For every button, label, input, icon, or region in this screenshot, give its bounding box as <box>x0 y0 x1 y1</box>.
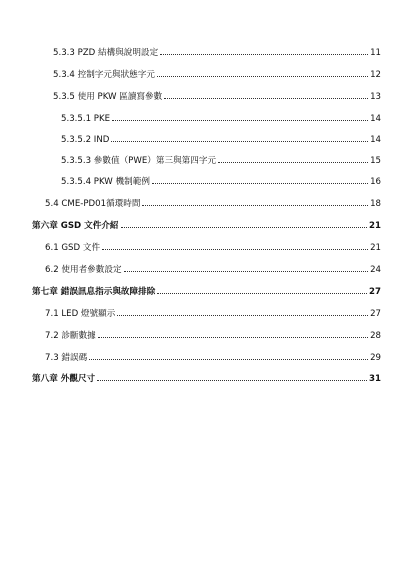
toc-entry-page: 16 <box>370 177 381 187</box>
toc-entry-page: 27 <box>369 287 381 297</box>
toc-dot-leader <box>218 162 368 163</box>
toc-dot-leader <box>102 249 368 250</box>
toc-dot-leader <box>98 337 368 338</box>
toc-entry-title: 5.3.3 PZD 結構與說明設定 <box>53 48 159 58</box>
toc-entry-title: 5.3.5.2 IND <box>61 135 110 145</box>
toc-dot-leader <box>124 271 369 272</box>
toc-entry-title: 5.3.5.3 參數值（PWE）第三與第四字元 <box>61 156 217 166</box>
toc-entry-title: 7.1 LED 燈號顯示 <box>45 309 116 319</box>
toc-entry-page: 12 <box>370 70 381 80</box>
toc-entry-title: 5.3.5.4 PKW 機制範例 <box>61 177 150 187</box>
toc-entry-page: 14 <box>370 114 381 124</box>
toc-dot-leader <box>157 293 367 294</box>
toc-entry-page: 29 <box>370 353 381 363</box>
toc-entry[interactable] <box>61 155 381 167</box>
toc-entry-title: 7.2 診斷數據 <box>45 331 96 341</box>
toc-entry[interactable] <box>53 91 381 103</box>
toc-entry[interactable] <box>61 113 381 125</box>
toc-entry-title: 6.2 使用者參數設定 <box>45 265 122 275</box>
toc-entry-title: 5.3.5 使用 PKW 區讀寫參數 <box>53 92 163 102</box>
toc-dot-leader <box>121 227 368 228</box>
toc-chapter-entry[interactable] <box>32 286 381 298</box>
toc-entry-title: 7.3 錯誤碼 <box>45 353 88 363</box>
toc-entry-page: 24 <box>370 265 381 275</box>
toc-entry-page: 14 <box>370 135 381 145</box>
toc-entry[interactable] <box>45 242 381 254</box>
toc-dot-leader <box>152 183 368 184</box>
toc-entry[interactable] <box>45 352 381 364</box>
toc-entry-page: 13 <box>370 92 381 102</box>
toc-dot-leader <box>164 98 368 99</box>
toc-dot-leader <box>111 141 368 142</box>
toc-entry-title: 5.3.4 控制字元與狀態字元 <box>53 70 155 80</box>
toc-dot-leader <box>97 380 367 381</box>
toc-dot-leader <box>157 76 368 77</box>
toc-dot-leader <box>117 315 368 316</box>
toc-entry-title: 6.1 GSD 文件 <box>45 243 101 253</box>
toc-entry-page: 15 <box>370 156 381 166</box>
toc-entry-page: 28 <box>370 331 381 341</box>
toc-dot-leader <box>112 120 368 121</box>
toc-entry-page: 11 <box>370 48 381 58</box>
toc-entry[interactable] <box>45 308 381 320</box>
toc-chapter-title: 第八章 外觀尺寸 <box>32 374 96 384</box>
toc-chapter-title: 第六章 GSD 文件介紹 <box>32 221 119 231</box>
toc-dot-leader <box>160 54 368 55</box>
toc-entry-page: 27 <box>370 309 381 319</box>
toc-entry-page: 21 <box>370 243 381 253</box>
toc-entry-page: 21 <box>369 221 381 231</box>
toc-entry[interactable] <box>61 134 381 146</box>
toc-chapter-title: 第七章 錯誤訊息指示與故障排除 <box>32 287 156 297</box>
toc-entry[interactable] <box>61 176 381 188</box>
toc-entry[interactable] <box>45 264 381 276</box>
toc-dot-leader <box>142 205 368 206</box>
toc-entry-title: 5.4 CME-PD01循環時間 <box>45 199 141 209</box>
toc-entry[interactable] <box>45 198 381 210</box>
toc-entry[interactable] <box>53 69 381 81</box>
toc-entry[interactable] <box>45 330 381 342</box>
toc-entry-title: 5.3.5.1 PKE <box>61 114 111 124</box>
toc-chapter-entry[interactable] <box>32 220 381 232</box>
toc-entry[interactable] <box>53 47 381 59</box>
toc-dot-leader <box>89 359 368 360</box>
toc-entry-page: 18 <box>370 199 381 209</box>
toc-chapter-entry[interactable] <box>32 373 381 385</box>
toc-entry-page: 31 <box>369 374 381 384</box>
